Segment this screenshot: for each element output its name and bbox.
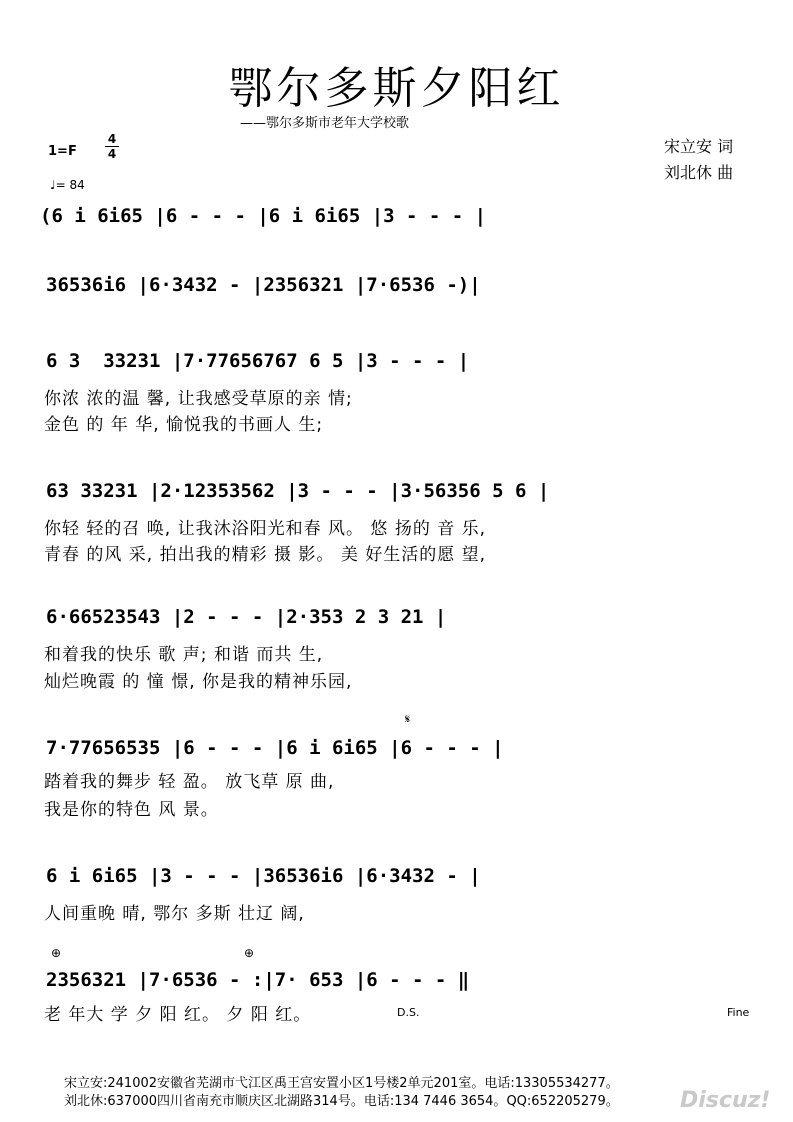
song-title: 鄂尔多斯夕阳红	[228, 63, 565, 114]
music-line-7: 6 i 6i65 |3 - - - |36536i6 |6·3432 - |	[46, 865, 481, 887]
lyric-line-5a: 和着我的快乐 歌 声; 和谐 而共 生,	[44, 645, 324, 665]
key-signature: 1=F	[48, 144, 77, 159]
tempo-marking	[50, 178, 85, 192]
lyric-line-8a: 老 年大 学 夕 阳 红。 夕 阳 红。	[44, 1005, 312, 1025]
music-line-6: 7·77656535 |6 - - - |6 i 6i65 |6 - - - |	[46, 737, 504, 759]
meter-top: 4	[107, 132, 117, 146]
music-line-5: 6·66523543 |2 - - - |2·353 2 3 21 |	[46, 606, 447, 628]
composer-credit: 刘北休 曲	[664, 163, 734, 182]
time-signature	[105, 133, 119, 160]
lyric-line-4a: 你轻 轻的召 唤, 让我沐浴阳光和春 风。 悠 扬的 音 乐,	[44, 519, 487, 539]
lyric-line-3a: 你浓 浓的温 馨, 让我感受草原的亲 情;	[44, 389, 353, 409]
coda-icon-1: ⊕	[51, 946, 62, 960]
lyric-line-3b: 金色 的 年 华, 愉悦我的书画人 生;	[44, 415, 324, 435]
quarter-note-icon: ♩	[50, 178, 56, 192]
lyric-line-4b: 青春 的风 采, 拍出我的精彩 摄 影。 美 好生活的愿 望,	[44, 545, 487, 565]
ds-marking: D.S.	[397, 1006, 420, 1019]
footer-address-2: 刘北休:637000四川省南充市顺庆区北湖路314号。电话:134 7446 3654。QQ:652205279。	[64, 1094, 619, 1109]
watermark-logo: Discuz!	[680, 1088, 771, 1113]
fine-marking: Fine	[727, 1006, 750, 1019]
segno-icon: 𝄋	[405, 712, 411, 726]
music-line-2: 36536i6 |6·3432 - |2356321 |7·6536 -)|	[46, 274, 481, 296]
lyric-line-5b: 灿烂晚霞 的 憧 憬, 你是我的精神乐园,	[44, 672, 353, 692]
lyricist-credit: 宋立安 词	[664, 137, 734, 156]
music-line-4: 63 33231 |2·12353562 |3 - - - |3·56356 5 6 |	[46, 480, 550, 502]
coda-icon-2: ⊕	[244, 946, 255, 960]
music-line-1: (6 i 6i65 |6 - - - |6 i 6i65 |3 - - - |	[40, 205, 487, 227]
footer-address-1: 宋立安:241002安徽省芜湖市弋江区禹王宫安置小区1号楼2单元201室。电话:13305534277。	[64, 1076, 619, 1091]
lyric-line-7a: 人间重晚 晴, 鄂尔 多斯 壮辽 阔,	[44, 904, 305, 924]
meter-bottom: 4	[107, 147, 117, 161]
lyric-line-6a: 踏着我的舞步 轻 盈。 放飞草 原 曲,	[44, 772, 335, 792]
tempo-value: = 84	[55, 178, 85, 192]
lyric-line-6b: 我是你的特色 风 景。	[44, 800, 219, 820]
music-line-3: 6 3 33231 |7·77656767 6 5 |3 - - - |	[46, 350, 470, 372]
song-subtitle: ——鄂尔多斯市老年大学校歌	[240, 116, 410, 131]
music-line-8: 2356321 |7·6536 - :|7· 653 |6 - - - ‖	[46, 969, 470, 991]
